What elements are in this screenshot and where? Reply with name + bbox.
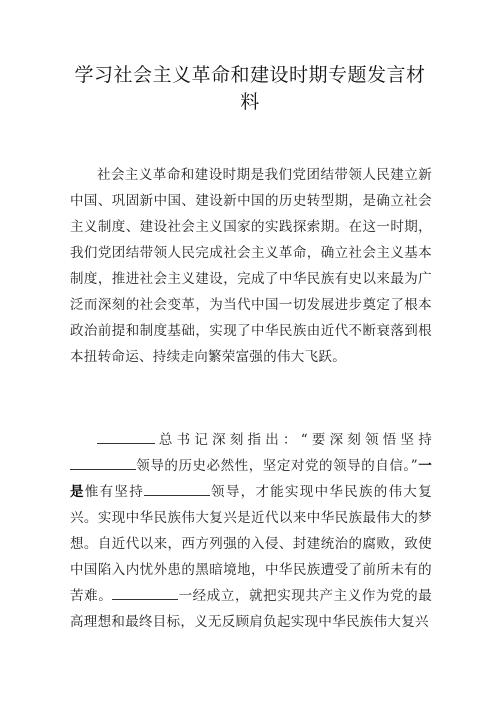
bold-lead-text: 一是: [70, 458, 432, 500]
paragraph-text: 惟有坚持: [84, 484, 145, 500]
fill-in-blank[interactable]: [112, 585, 178, 600]
paragraph-text: 领导，才能实现中华民族的伟大复兴。实现中华民族伟大复兴是近代以来中华民族最伟大的梦想。自近代以来，西方列强的入侵、封建统治的腐败，致使中国陷入内忧外患的黑暗境地，中华民族遭受了前所未有的苦难。: [70, 484, 433, 604]
paragraph-text: 领导的历史必然性，坚定对党的领导的自信。”: [136, 458, 418, 474]
fill-in-blank[interactable]: [97, 429, 155, 444]
paragraph-leadership: [70, 427, 432, 635]
paragraph-text: 总书记深刻指出：“要深刻领悟坚持: [155, 432, 432, 448]
fill-in-blank[interactable]: [70, 455, 136, 470]
document-title: 学习社会主义革命和建设时期专题发言材料: [74, 64, 426, 113]
paragraph-intro: 社会主义革命和建设时期是我们党团结带领人民建立新中国、巩固新中国、建设新中国的历史转型期，是确立社会主义制度、建设社会主义国家的实践探索期。在这一时期，我们党团结带领人民完成社会主义革命，确立社会主义基本制度，推进社会主义建设，完成了中华民族有史以来最为广泛而深刻的社会变革，为当代中国一切发展进步奠定了根本政治前提和制度基础，实现了中华民族由近代不断衰落到根本扭转命运、持续走向繁荣富强的伟大飞跃。: [70, 167, 432, 365]
paragraph-text: 一经成立，就把实现共产主义作为党的最高理想和最终目标，义无反顾肩负起实现中华民族伟大复兴: [70, 588, 432, 630]
fill-in-blank[interactable]: [144, 481, 210, 496]
